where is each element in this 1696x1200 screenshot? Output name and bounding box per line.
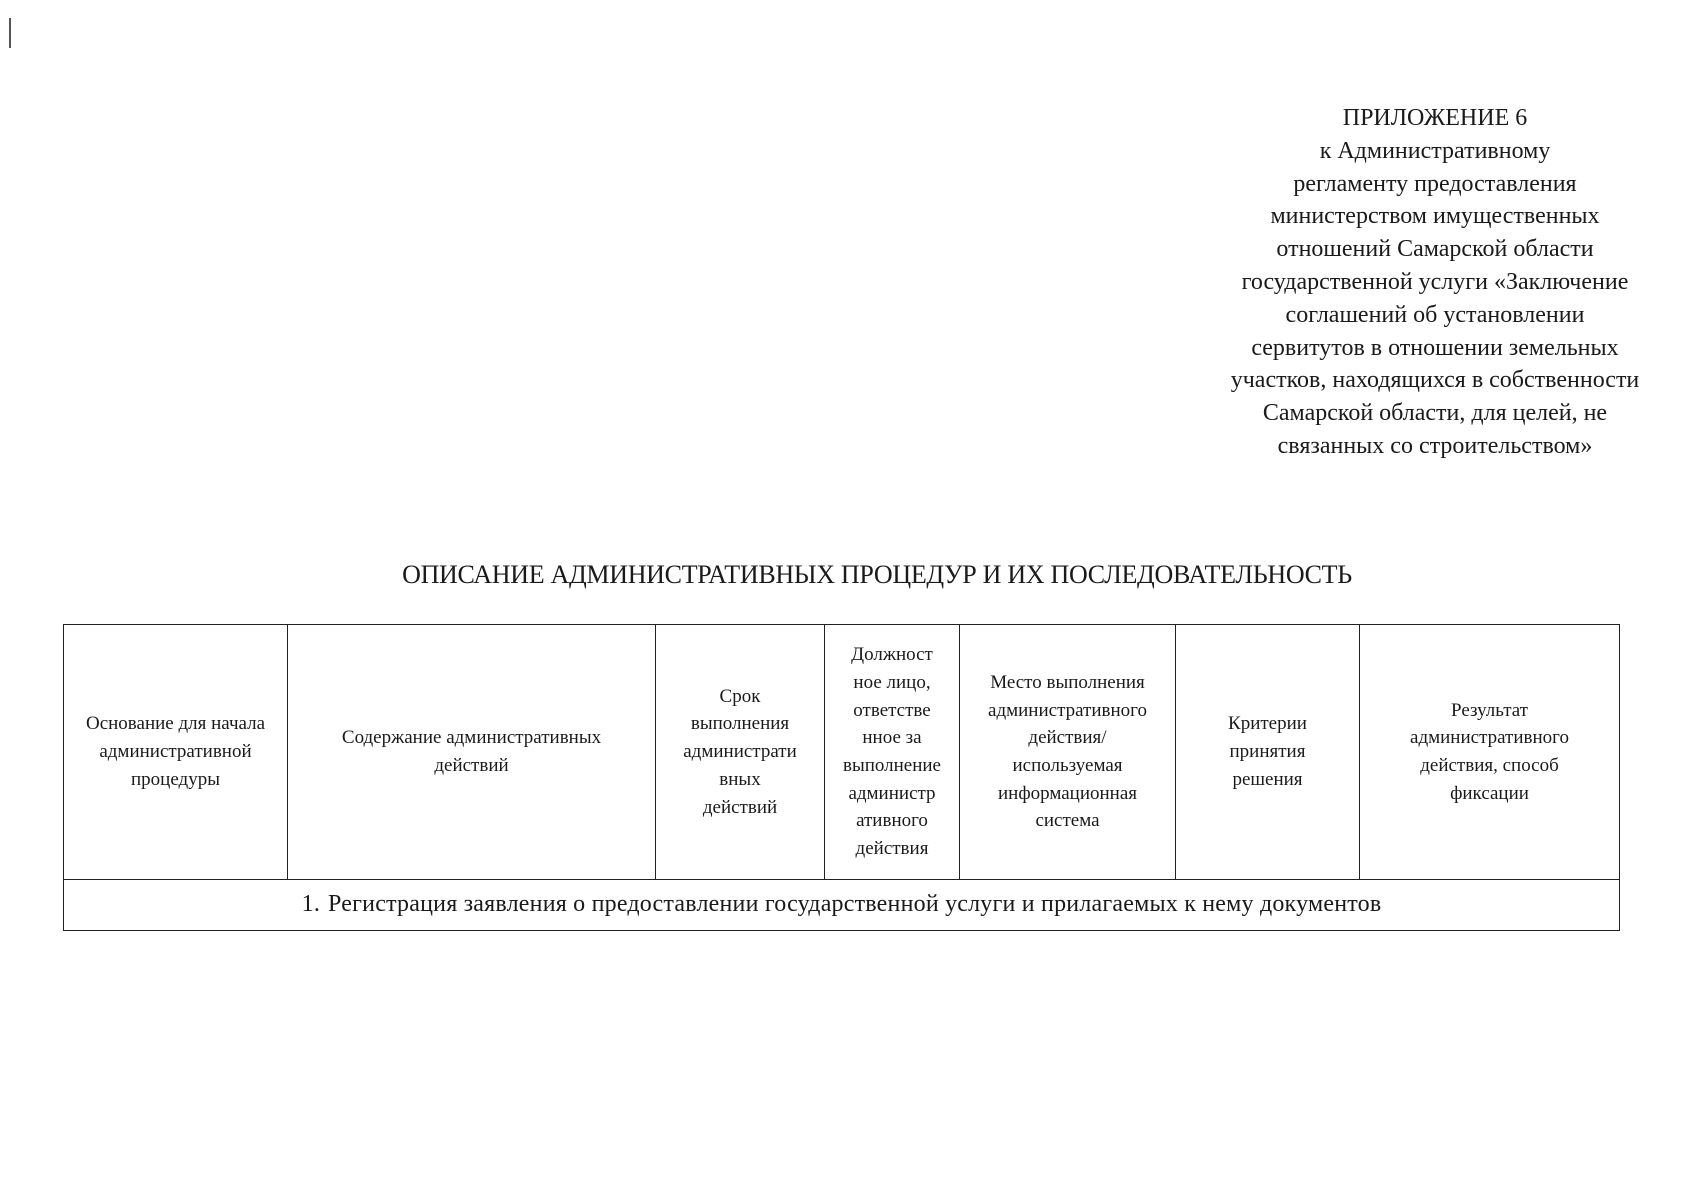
column-header-line: Содержание административных xyxy=(341,727,602,749)
column-header-line: ативного xyxy=(856,810,928,832)
column-header-deadline xyxy=(656,625,825,880)
column-header-line: принятия xyxy=(1229,741,1306,763)
column-header-line: администр xyxy=(848,782,936,804)
appendix-line: сервитутов в отношении земельных xyxy=(1251,334,1619,361)
appendix-block xyxy=(1190,102,1680,463)
column-header-line: действий xyxy=(702,796,778,818)
column-header-line: процедуры xyxy=(131,768,220,790)
appendix-line: государственной услуги «Заключение xyxy=(1241,268,1629,295)
column-header-line: административной xyxy=(99,741,252,763)
document-title: ОПИСАНИЕ АДМИНИСТРАТИВНЫХ ПРОЦЕДУР И ИХ ПОСЛЕДОВАТЕЛЬНОСТЬ xyxy=(402,560,1352,589)
column-header-line: Основание для начала xyxy=(85,713,266,735)
column-header-line: Результат xyxy=(1451,699,1528,721)
column-header-line: административного xyxy=(988,699,1147,721)
appendix-line: министерством имущественных xyxy=(1270,203,1600,230)
column-header-result xyxy=(1360,625,1620,880)
appendix-line: Самарской области, для целей, не xyxy=(1262,400,1608,427)
column-header-content xyxy=(288,625,656,880)
column-header-criteria xyxy=(1176,625,1360,880)
column-header-line: Критерии xyxy=(1228,713,1307,735)
column-header-responsible xyxy=(825,625,960,880)
column-header-line: действия, способ xyxy=(1420,755,1559,776)
procedures-table xyxy=(63,624,1620,931)
section-row xyxy=(64,880,1620,931)
table-header-row xyxy=(64,625,1620,880)
appendix-line: ПРИЛОЖЕНИЕ 6 xyxy=(1342,105,1528,131)
column-header-line: фиксации xyxy=(1450,782,1529,804)
section-number: 1. xyxy=(301,891,321,918)
column-header-line: административного xyxy=(1410,727,1569,749)
column-header-line: система xyxy=(1035,810,1100,832)
scan-mark xyxy=(9,18,11,48)
section-cell xyxy=(64,880,1620,931)
appendix-line: к Административному xyxy=(1319,137,1551,164)
column-header-line: Срок xyxy=(719,685,761,707)
section-title: Регистрация заявления о предоставлении государственной услуги и прилагаемых к нему документов xyxy=(328,891,1382,918)
column-header-line: выполнения xyxy=(690,713,790,735)
appendix-line: соглашений об установлении xyxy=(1285,301,1585,328)
column-header-line: нное за xyxy=(862,727,922,749)
column-header-line: информационная xyxy=(997,782,1138,804)
column-header-line: администрати xyxy=(683,741,797,763)
column-header-line: действий xyxy=(434,755,509,776)
column-header-line: Должност xyxy=(851,644,933,666)
appendix-line: участков, находящихся в собственности xyxy=(1230,367,1640,394)
column-header-line: Место выполнения xyxy=(990,671,1145,693)
column-header-line: действия xyxy=(855,838,929,860)
appendix-line: регламенту предоставления xyxy=(1293,170,1577,197)
column-header-line: используемая xyxy=(1012,755,1123,776)
column-header-place xyxy=(960,625,1176,880)
appendix-line: отношений Самарской области xyxy=(1276,236,1594,263)
column-header-basis xyxy=(64,625,288,880)
column-header-line: выполнение xyxy=(842,755,941,776)
column-header-line: ответстве xyxy=(853,699,931,721)
column-header-line: действия/ xyxy=(1028,727,1107,749)
column-header-line: ное лицо, xyxy=(853,671,931,693)
column-header-line: решения xyxy=(1232,768,1303,790)
appendix-line: связанных со строительством» xyxy=(1277,432,1593,459)
column-header-line: вных xyxy=(719,768,761,790)
